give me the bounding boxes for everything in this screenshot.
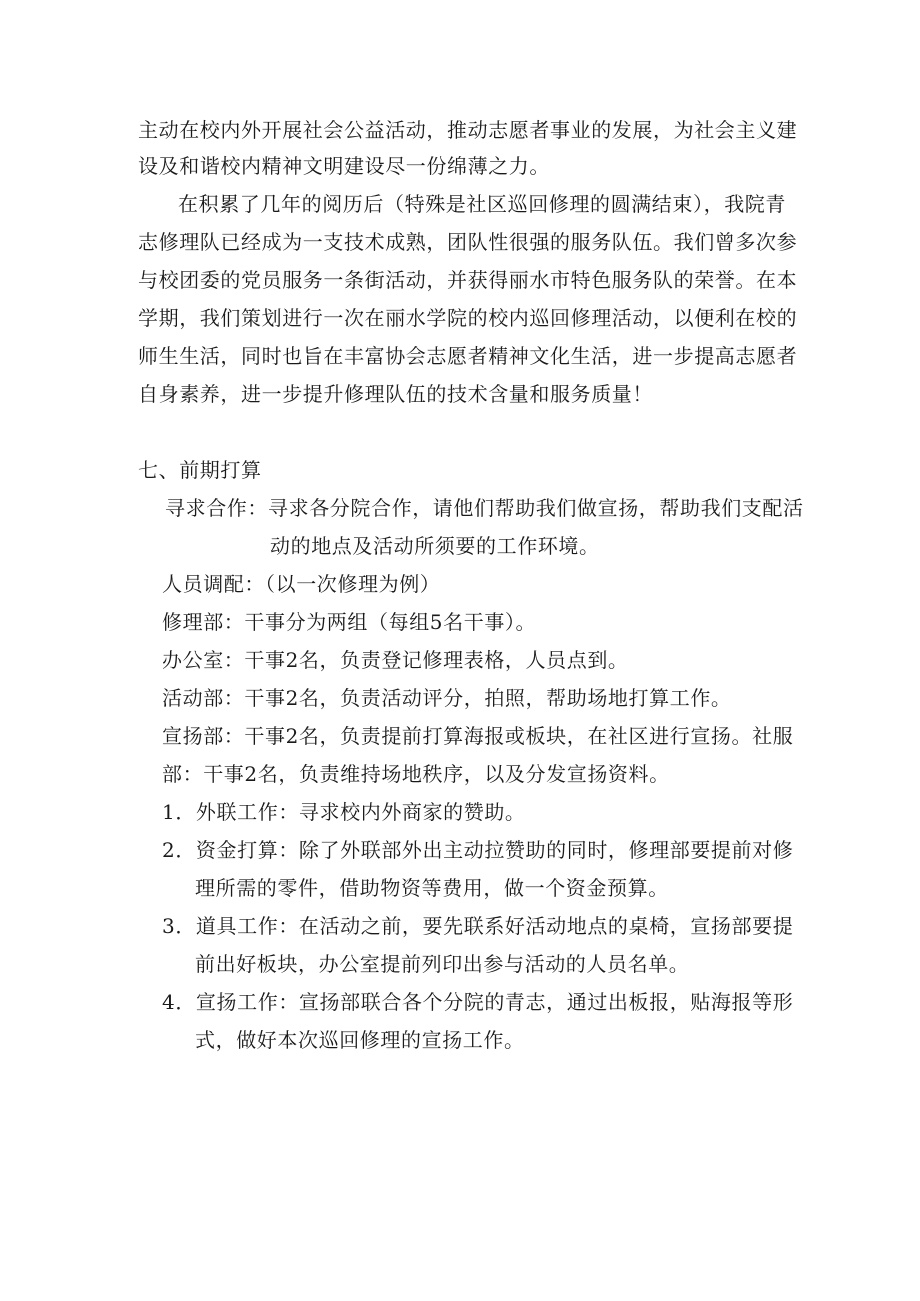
para2-line-1: 在积累了几年的阅历后（特殊是社区巡回修理的圆满结束），我院青 xyxy=(178,192,786,216)
staffing-line-5: 宣扬部：干事2名，负责提前打算海报或板块，在社区进行宣扬。社服 xyxy=(162,724,794,748)
cooperation-line-2: 动的地点及活动所须要的工作环境。 xyxy=(270,534,600,558)
para2-line-2: 志修理队已经成为一支技术成熟，团队性很强的服务队伍。我们曾多次参 xyxy=(138,230,798,254)
intro-line-2: 设及和谐校内精神文明建设尽一份绵薄之力。 xyxy=(138,154,550,178)
numbered-item-3: 3．道具工作：在活动之前，要先联系好活动地点的桌椅，宣扬部要提 xyxy=(162,914,794,938)
staffing-line-4: 活动部：干事2名，负责活动评分，拍照，帮助场地打算工作。 xyxy=(162,686,732,710)
numbered-item-2: 2．资金打算：除了外联部外出主动拉赞助的同时，修理部要提前对修 xyxy=(162,838,794,862)
para2-line-5: 师生生活，同时也旨在丰富协会志愿者精神文化生活，进一步提高志愿者 xyxy=(138,344,798,368)
section-heading: 七、前期打算 xyxy=(138,458,262,482)
numbered-item-1: 1．外联工作：寻求校内外商家的赞助。 xyxy=(162,800,526,824)
para2-line-4: 学期，我们策划进行一次在丽水学院的校内巡回修理活动，以便利在校的 xyxy=(138,306,798,330)
numbered-item-4-cont: 式，做好本次巡回修理的宣扬工作。 xyxy=(195,1028,525,1052)
staffing-line-6: 部：干事2名，负责维持场地秩序，以及分发宣扬资料。 xyxy=(162,762,670,786)
cooperation-line-1: 寻求合作：寻求各分院合作，请他们帮助我们做宣扬，帮助我们支配活 xyxy=(165,496,804,520)
intro-line-1: 主动在校内外开展社会公益活动，推动志愿者事业的发展，为社会主义建 xyxy=(138,118,798,142)
numbered-item-3-cont: 前出好板块，办公室提前列印出参与活动的人员名单。 xyxy=(195,952,690,976)
para2-line-3: 与校团委的党员服务一条街活动，并获得丽水市特色服务队的荣誉。在本 xyxy=(138,268,798,292)
staffing-line-1: 人员调配：（以一次修理为例） xyxy=(162,572,441,596)
numbered-item-4: 4．宣扬工作：宣扬部联合各个分院的青志，通过出板报，贴海报等形 xyxy=(162,990,794,1014)
numbered-item-2-cont: 理所需的零件，借助物资等费用，做一个资金预算。 xyxy=(195,876,669,900)
staffing-line-3: 办公室：干事2名，负责登记修理表格，人员点到。 xyxy=(162,648,629,672)
para2-line-6: 自身素养，进一步提升修理队伍的技术含量和服务质量！ xyxy=(138,382,653,406)
staffing-line-2: 修理部：干事分为两组（每组5名干事）。 xyxy=(162,610,537,634)
